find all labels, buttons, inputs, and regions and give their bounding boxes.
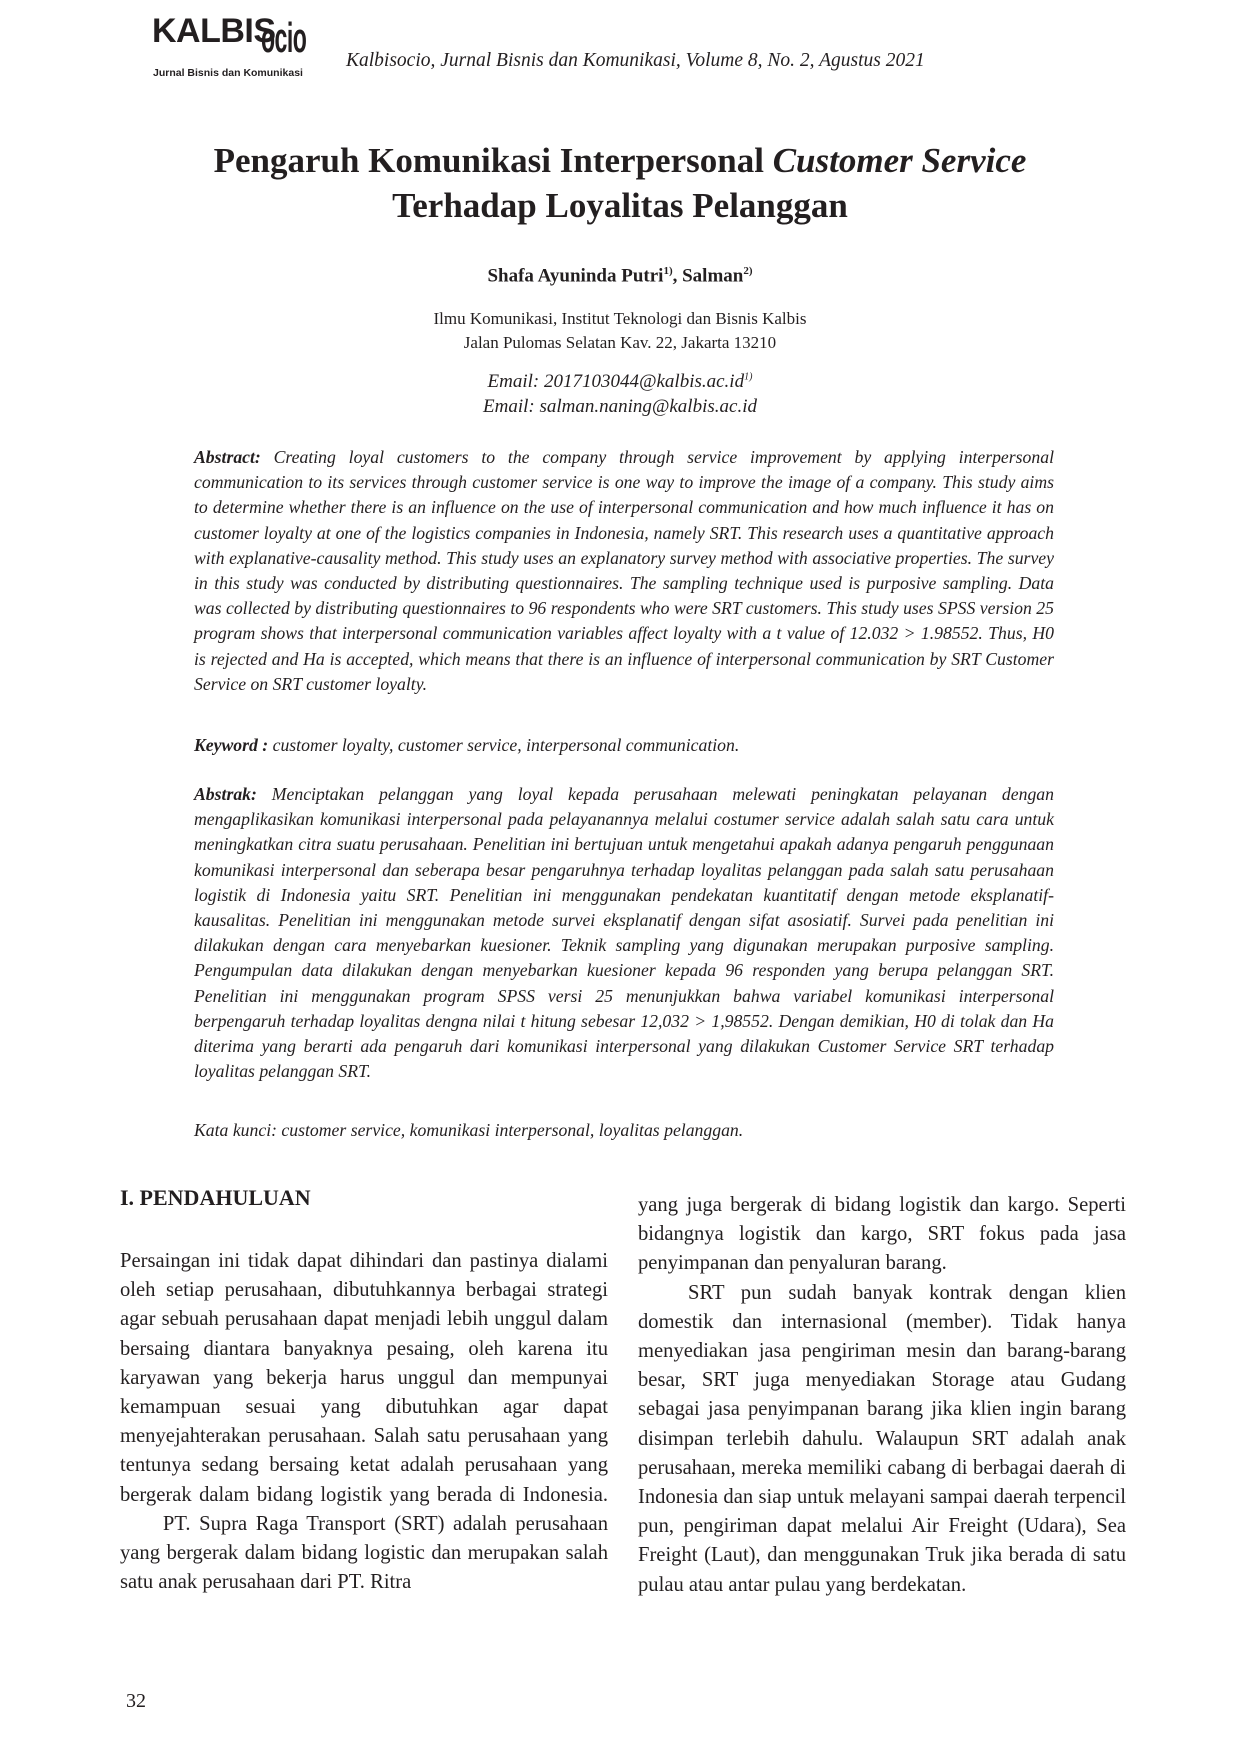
logo-wordmark: KALBIS <box>152 12 276 50</box>
keyword-label: Keyword : <box>194 735 269 755</box>
abstract-label: Abstract: <box>194 447 261 467</box>
paper-title-line-2: Terhadap Loyalitas Pelanggan <box>392 186 848 225</box>
body-paragraph: SRT pun sudah banyak kontrak dengan klien domestik dan internasional (member). Tidak hanya menyediakan jasa pengiriman mesin dan barang-barang besar, SRT juga menyediakan Storage atau Gudang sebagai jasa penyimpanan barang jika klien ingin barang disimpan terlebih dahulu. Walaupun SRT adalah anak perusahaan, mereka memiliki cabang di berbagai daerah di Indonesia dan siap untuk melayani sampai daerah terpencil pun, pengiriman dapat melalui Air Freight (Udara), Sea Freight (Laut), dan menggunakan Truk jika berada di satu pulau atau antar pulau yang berdekatan. <box>638 1281 1126 1596</box>
paper-title-line-1: Pengaruh Komunikasi Interpersonal Customer Service <box>213 141 1027 180</box>
logo-script: ocio <box>261 14 307 61</box>
abstract-english <box>194 445 1054 697</box>
email-2: Email: salman.naning@kalbis.ac.id <box>483 396 757 417</box>
body-paragraph: Persaingan ini tidak dapat dihindari dan pastinya dialami oleh setiap perusahaan, dibutuhkannya berbagai strategi agar sebuah perusahaan dapat menjadi lebih unggul dalam bersaing diantara banyaknya pesaing, oleh karena itu karyawan yang bekerja harus unggul dan mempunyai kemampuan sesuai yang dibutuhkan agar dapat menyejahterakan perusahaan. Salah satu perusahaan yang tentunya sedang bersaing ketat adalah perusahaan yang bergerak dalam bidang logistik yang berada di Indonesia. PT. Supra Raga Transport (SRT) adalah perusahaan yang bergerak dalam bidang logistic dan merupakan salah satu anak perusahaan dari PT. Ritra <box>120 1250 608 1594</box>
page-number: 32 <box>126 1690 146 1712</box>
journal-logo <box>152 10 334 85</box>
abstract-indonesian <box>194 782 1054 1084</box>
body-paragraph: yang juga bergerak di bidang logistik dan kargo. Seperti bidangnya logistik dan kargo, SRT fokus pada jasa penyimpanan dan penyaluran barang. <box>638 1194 1126 1275</box>
left-column <box>120 1247 608 1597</box>
author-2: Salman <box>682 265 744 287</box>
logo-subtitle: Jurnal Bisnis dan Komunikasi <box>153 67 303 79</box>
paper-title-italic: Customer Service <box>772 141 1027 180</box>
abstrak-label: Abstrak: <box>194 784 257 804</box>
affiliation-line-2: Jalan Pulomas Selatan Kav. 22, Jakarta 13210 <box>463 333 777 352</box>
right-column <box>638 1191 1126 1600</box>
journal-citation: Kalbisocio, Jurnal Bisnis dan Komunikasi, Volume 8, No. 2, Agustus 2021 <box>346 50 925 71</box>
author-list: Shafa Ayuninda Putri$^{1)}$, Salman$^{2)}$ <box>487 265 753 287</box>
keywords-indonesian: Kata kunci: customer service, komunikasi interpersonal, loyalitas pelanggan. <box>194 1120 744 1140</box>
abstrak-text: Menciptakan pelanggan yang loyal kepada perusahaan melewati peningkatan pelayanan dengan mengaplikasikan komunikasi interpersonal pada pelayanannya melalui costumer service adalah salah satu cara untuk meningkatkan citra suatu perusahaan. Penelitian ini bertujuan untuk mengetahui apakah adanya pengaruh penggunaan komunikasi interpersonal dan seberapa besar pengaruhnya terhadap loyalitas pelanggan pada salah satu perusahaan logistik di Indonesia yaitu SRT. Penelitian ini menggunakan pendekatan kuantitatif dengan metode eksplanatif-kausalitas. Penelitian ini menggunakan metode survei eksplanatif dengan sifat asosiatif. Survei pada penelitian ini dilakukan dengan cara menyebarkan kuesioner. Teknik sampling yang digunakan merupakan purposive sampling. Pengumpulan data dilakukan dengan menyebarkan kuesioner kepada 96 responden yang berupa pelanggan SRT. Penelitian ini menggunakan program SPSS versi 25 menunjukkan bahwa variabel komunikasi interpersonal berpengaruh terhadap loyalitas dengna nilai t hitung sebesar 12,032 > 1,98552. Dengan demikian, H0 di tolak dan Ha diterima yang berarti ada pengaruh dari komunikasi interpersonal yang dilakukan Customer Service SRT terhadap loyalitas pelanggan SRT. <box>194 784 1054 1082</box>
section-heading: I. PENDAHULUAN <box>120 1185 311 1210</box>
abstract-text: Creating loyal customers to the company through service improvement by applying interpersonal communication to its services through customer service is one way to improve the image of a company. This study aims to determine whether there is an influence on the use of interpersonal communication and how much influence it has on customer loyalty at one of the logistics companies in Indonesia, namely SRT. This research uses a quantitative approach with explanative-causality method. This study uses an explanatory survey method with associative properties. The survey in this study was conducted by distributing questionnaires. The sampling technique used is purposive sampling. Data was collected by distributing questionnaires to 96 respondents who were SRT customers. This study uses SPSS version 25 program shows that interpersonal communication variables affect loyalty with a t value of 12.032 > 1.98552. Thus, H0 is rejected and Ha is accepted, which means that there is an influence of interpersonal communication by SRT Customer Service on SRT customer loyalty. <box>194 447 1054 694</box>
keyword-text: customer loyalty, customer service, interpersonal communication. <box>268 735 740 755</box>
email-1: Email: $2017103044@kalbis.ac.id^{1)}$ <box>487 371 753 392</box>
keywords-english <box>194 735 1054 756</box>
affiliation-line-1: Ilmu Komunikasi, Institut Teknologi dan Bisnis Kalbis <box>433 309 807 328</box>
author-1: Shafa Ayuninda Putri <box>487 265 664 287</box>
